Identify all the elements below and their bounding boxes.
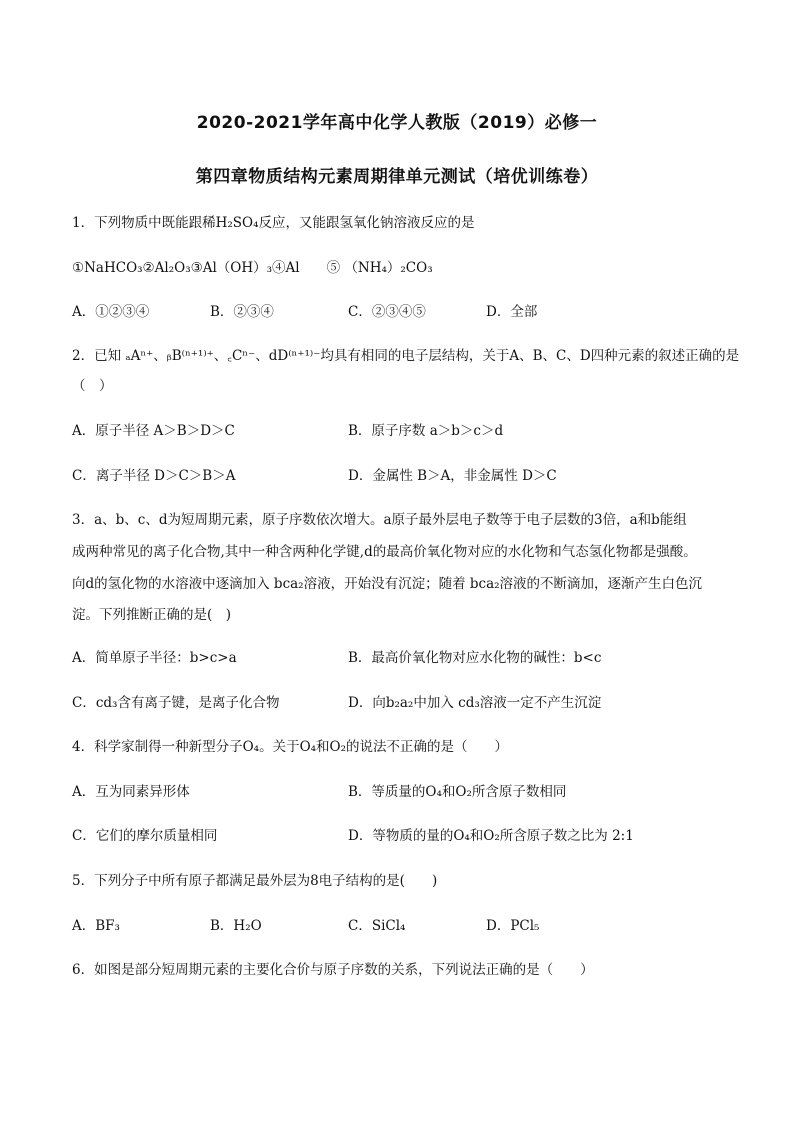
question-1-option-c: C．②③④⑤	[348, 304, 426, 320]
question-5-stem: 5．下列分子中所有原子都满足最外层为8电子结构的是( )	[72, 873, 438, 889]
page-title: 2020-2021学年高中化学人教版（2019）必修一	[196, 113, 598, 133]
question-3-stem-line2: 成两种常见的离子化合物,其中一种含两种化学键,d的最高价氧化物对应的水化物和气态氢化物都是强酸。	[72, 544, 697, 560]
question-1-option-a: A．①②③④	[72, 304, 150, 320]
question-4-stem: 4．科学家制得一种新型分子O₄。关于O₄和O₂的说法不正确的是（ ）	[72, 739, 509, 755]
question-2-option-b: B．原子序数 a＞b＞c＞d	[348, 423, 504, 439]
question-3-stem-line3: 向d的氢化物的水溶液中逐滴加入 bca₂溶液，开始没有沉淀；随着 bca₂溶液的不断滴加，逐渐产生白色沉	[72, 576, 703, 592]
question-1-items: ①NaHCO₃②Al₂O₃③Al（OH）₃④Al ⑤ （NH₄）₂CO₃	[72, 260, 433, 276]
question-5-option-a: A．BF₃	[72, 918, 120, 934]
question-5-option-d: D．PCl₅	[486, 918, 540, 934]
question-4-option-a: A．互为同素异形体	[72, 784, 190, 800]
question-2-option-a: A．原子半径 A＞B＞D＞C	[72, 423, 235, 439]
question-5-option-c: C．SiCl₄	[348, 918, 406, 934]
question-3-stem-line4: 淀。下列推断正确的是( )	[72, 607, 232, 623]
question-3-option-b: B．最高价氧化物对应水化物的碱性：b<c	[348, 650, 602, 666]
question-2-stem-line2: （ ）	[72, 378, 113, 394]
question-2-option-d: D．金属性 B＞A，非金属性 D＞C	[348, 468, 557, 484]
question-5-option-b: B．H₂O	[210, 918, 262, 934]
question-4-option-d: D．等物质的量的O₄和O₂所含原子数之比为 2:1	[348, 828, 634, 844]
question-2-stem: 2．已知 ₐAⁿ⁺、ᵦB⁽ⁿ⁺¹⁾⁺、꜀Cⁿ⁻、dD⁽ⁿ⁺¹⁾⁻均具有相同的电子层结构，关于A、B、C、D四种元素的叙述正确的是	[72, 348, 740, 364]
question-2-option-c: C．离子半径 D＞C＞B＞A	[72, 468, 236, 484]
question-3-option-d: D．向b₂a₂中加入 cd₃溶液一定不产生沉淀	[348, 695, 602, 711]
question-1-option-d: D．全部	[486, 304, 538, 320]
question-1-option-b: B．②③④	[210, 304, 274, 320]
question-3-option-a: A．简单原子半径：b>c>a	[72, 650, 237, 666]
page-subtitle: 第四章物质结构元素周期律单元测试（培优训练卷）	[195, 167, 599, 187]
question-1-stem: 1．下列物质中既能跟稀H₂SO₄反应，又能跟氢氧化钠溶液反应的是	[72, 215, 475, 231]
question-4-option-c: C．它们的摩尔质量相同	[72, 828, 218, 844]
question-6-stem: 6．如图是部分短周期元素的主要化合价与原子序数的关系，下列说法正确的是（ ）	[72, 962, 594, 978]
question-3-stem: 3．a、b、c、d为短周期元素，原子序数依次增大。a原子最外层电子数等于电子层数的3倍，a和b能组	[72, 512, 687, 528]
question-4-option-b: B．等质量的O₄和O₂所含原子数相同	[348, 784, 567, 800]
question-3-option-c: C．cd₃含有离子键，是离子化合物	[72, 695, 280, 711]
